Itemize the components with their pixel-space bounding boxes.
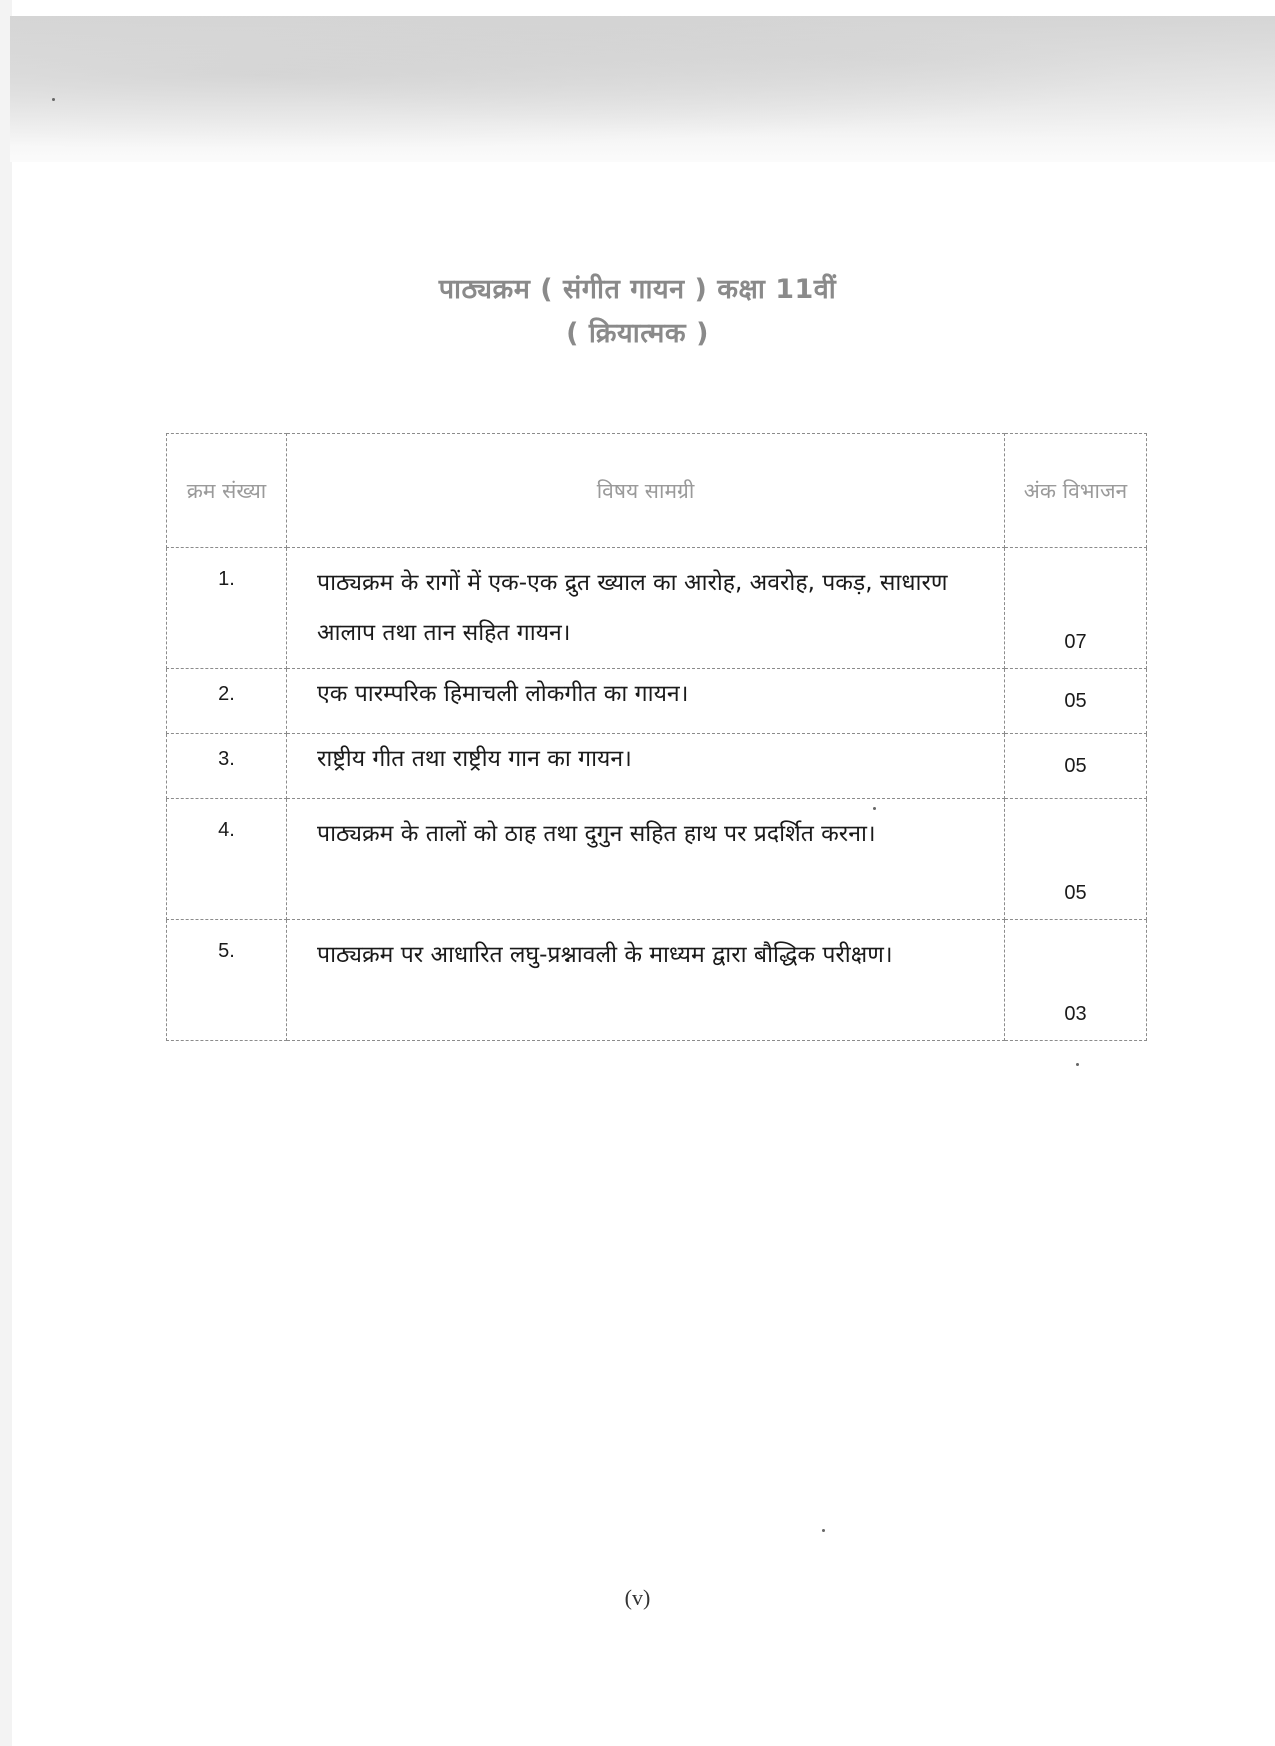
row-marks: 05 — [1005, 669, 1147, 734]
row-content: पाठ्यक्रम के रागों में एक-एक द्रुत ख्याल का आरोह, अवरोह, पकड़, साधारण आलाप तथा तान सहित गायन। — [287, 548, 1005, 669]
row-content: राष्ट्रीय गीत तथा राष्ट्रीय गान का गायन। — [287, 734, 1005, 799]
row-content: पाठ्यक्रम पर आधारित लघु-प्रश्नावली के माध्यम द्वारा बौद्धिक परीक्षण। — [287, 920, 1005, 1041]
table-row — [167, 920, 1147, 1041]
scan-shadow-band — [10, 16, 1275, 162]
scan-left-edge — [0, 0, 12, 1746]
page-title: पाठ्यक्रम ( संगीत गायन ) कक्षा 11वीं — [438, 274, 837, 305]
row-sno: 4. — [167, 799, 287, 920]
row-sno: 3. — [167, 734, 287, 799]
row-content: पाठ्यक्रम के तालों को ठाह तथा दुगुन सहित हाथ पर प्रदर्शित करना। — [287, 799, 1005, 920]
row-sno: 1. — [167, 548, 287, 669]
title-block — [0, 268, 1275, 356]
table-header-row — [167, 434, 1147, 548]
table-row — [167, 548, 1147, 669]
row-marks: 05 — [1005, 799, 1147, 920]
header-marks: अंक विभाजन — [1005, 434, 1147, 548]
row-content: एक पारम्परिक हिमाचली लोकगीत का गायन। — [287, 669, 1005, 734]
row-sno: 2. — [167, 669, 287, 734]
table-row — [167, 799, 1147, 920]
syllabus-table — [166, 433, 1147, 1041]
row-sno: 5. — [167, 920, 287, 1041]
scan-speck — [822, 1529, 825, 1532]
header-sno: क्रम संख्या — [167, 434, 287, 548]
page-number: (v) — [624, 1585, 651, 1610]
row-marks: 03 — [1005, 920, 1147, 1041]
scan-speck — [52, 98, 55, 101]
page-subtitle: ( क्रियात्मक ) — [566, 318, 709, 349]
table-row — [167, 734, 1147, 799]
row-marks: 05 — [1005, 734, 1147, 799]
table-row — [167, 669, 1147, 734]
row-marks: 07 — [1005, 548, 1147, 669]
scan-speck — [873, 807, 876, 810]
header-content: विषय सामग्री — [287, 434, 1005, 548]
scan-speck — [1076, 1063, 1079, 1066]
